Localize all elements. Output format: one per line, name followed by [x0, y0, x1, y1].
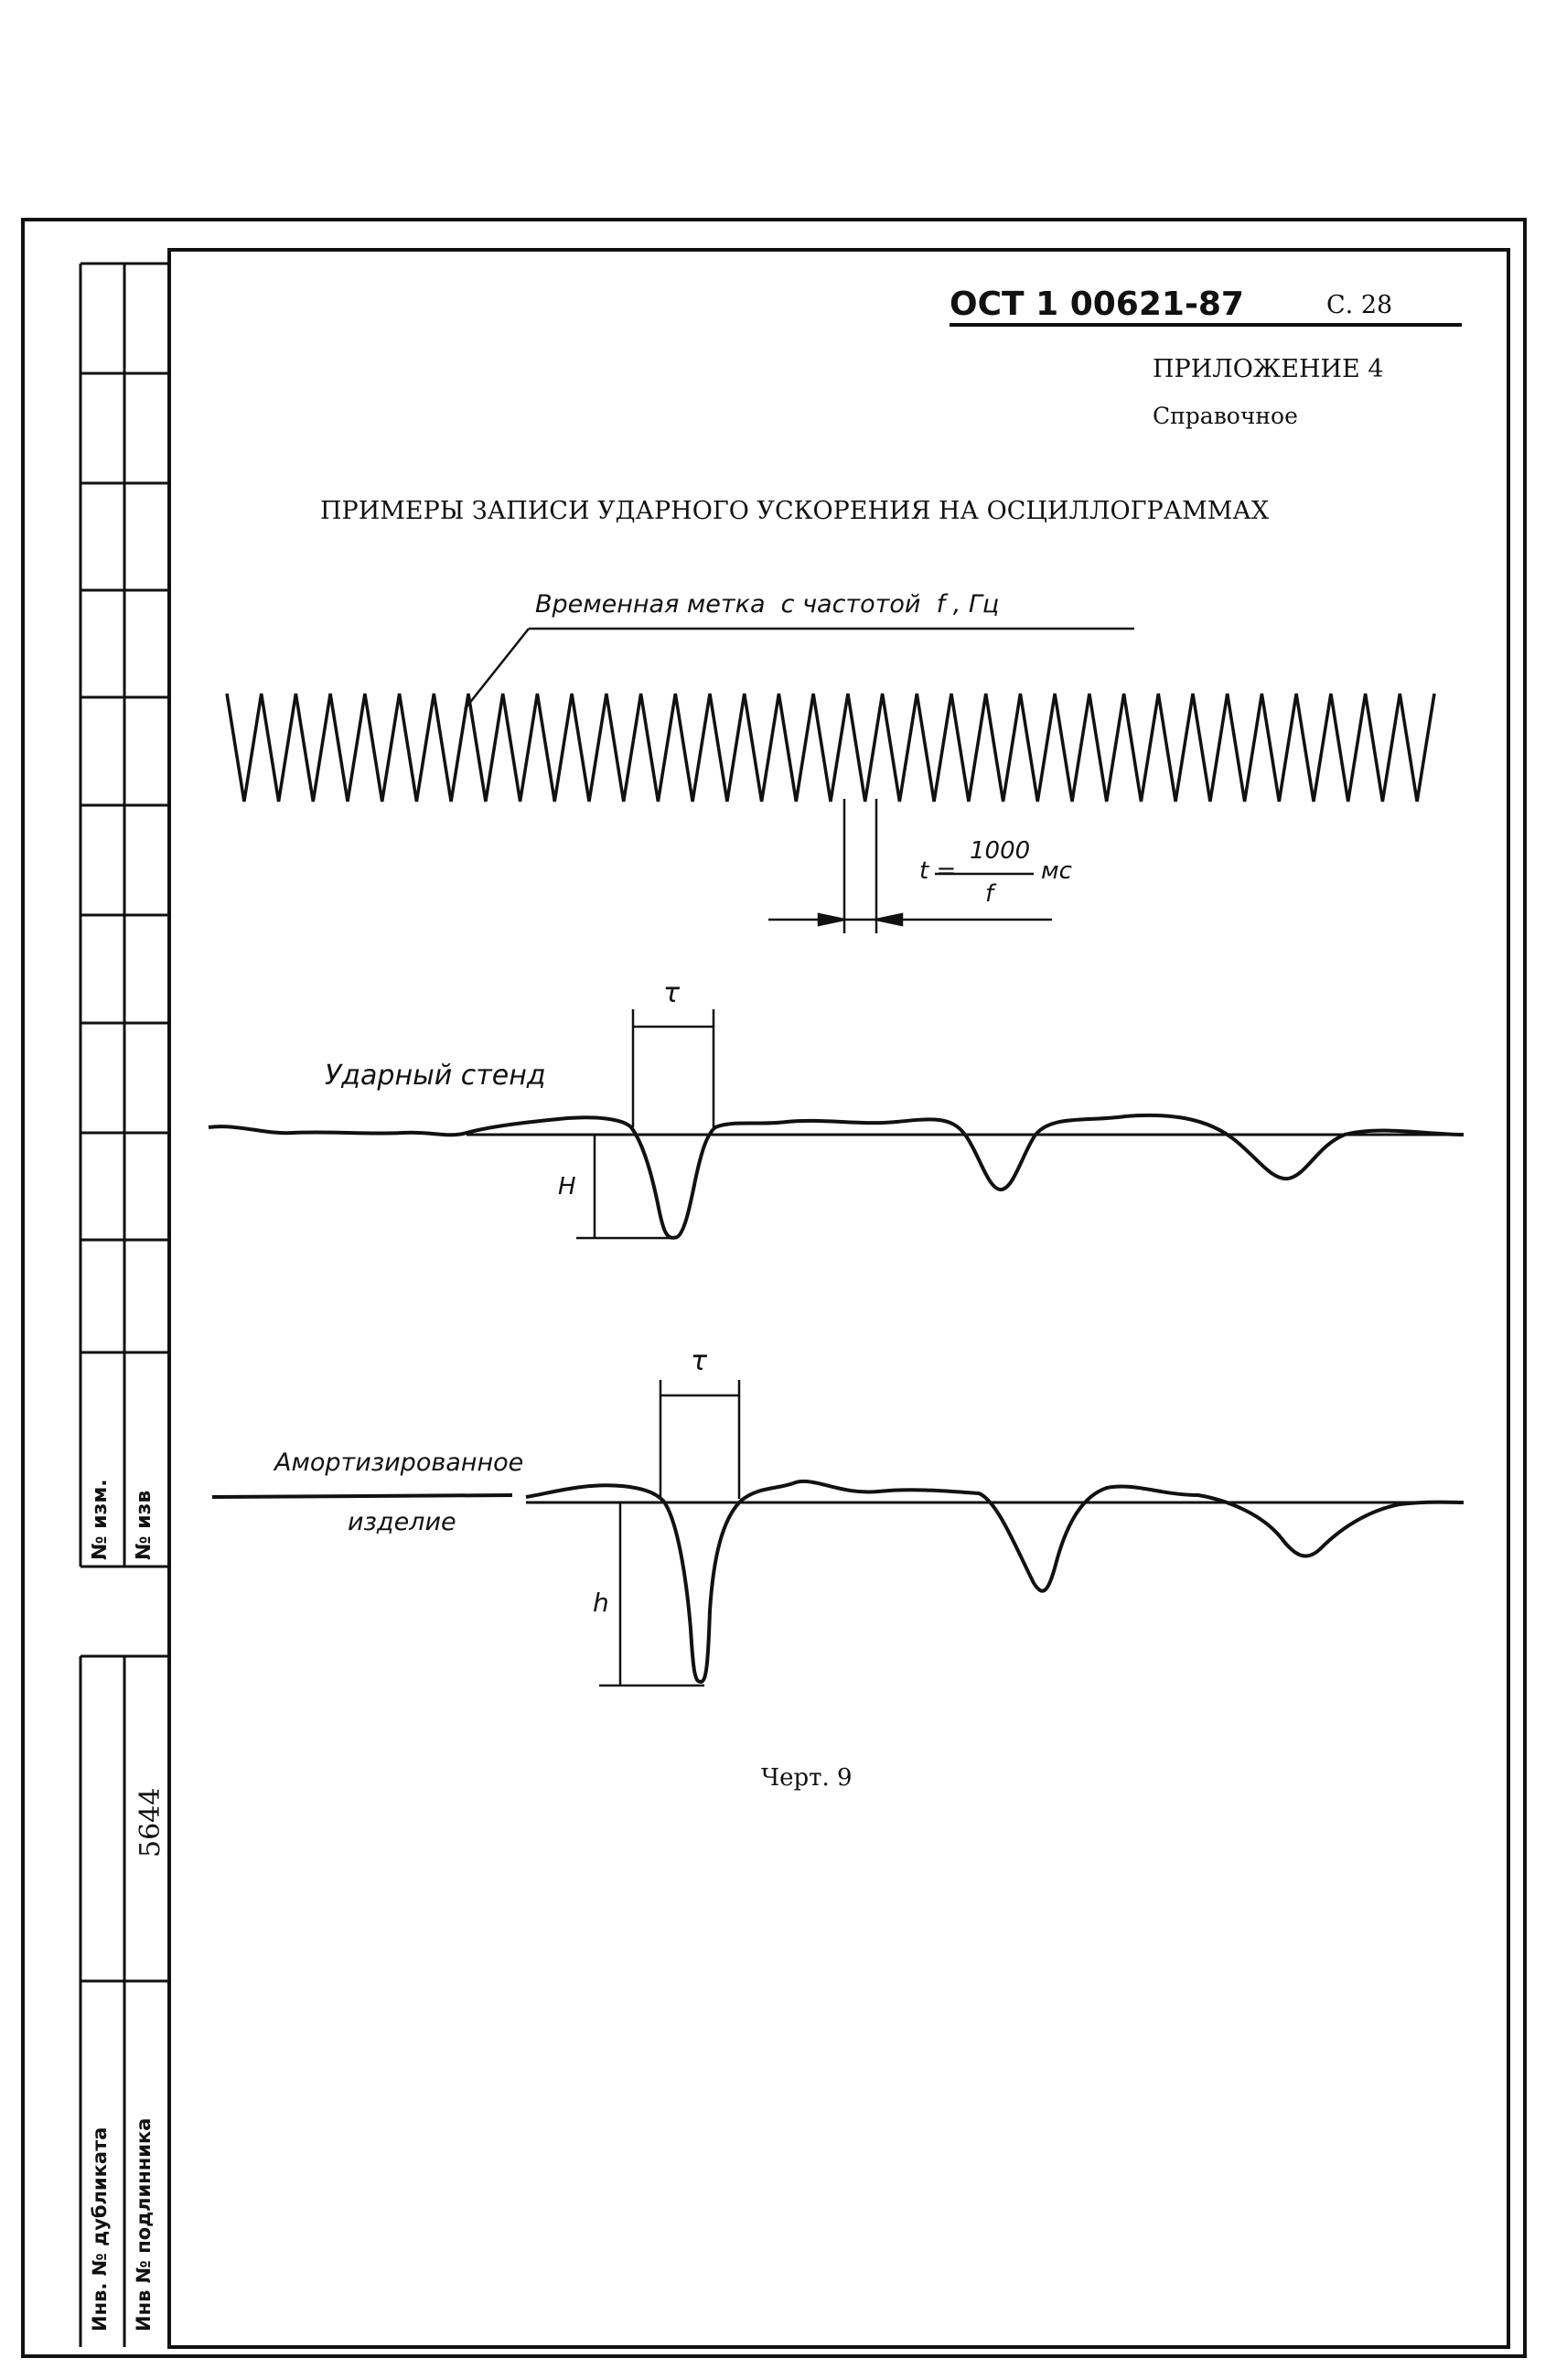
time-marker-label: Временная метка с частотой f , Гц: [535, 590, 1000, 619]
sidebar-grid: [80, 264, 169, 2347]
sidebar-no-izv: № изв: [133, 1490, 156, 1560]
appendix-title: ПРИЛОЖЕНИЕ 4: [1153, 355, 1384, 383]
sidebar-no-izm: № изм.: [89, 1479, 112, 1560]
appendix-type: Справочное: [1153, 403, 1298, 429]
formula-unit: мс: [1041, 857, 1072, 885]
page-label: С. 28: [1326, 291, 1393, 319]
sidebar-inv-number: 5644: [134, 1787, 166, 1858]
trace2-amplitude: h: [593, 1588, 609, 1618]
outer-frame: [23, 220, 1525, 2356]
sidebar-inv-dublikata: Инв. № дубликата: [89, 2127, 111, 2332]
doc-number: ОСТ 1 00621-87: [950, 285, 1244, 323]
timing-zigzag-trace: [227, 694, 1434, 802]
trace2-tau: τ: [691, 1345, 708, 1377]
sidebar-inv-podlinnika: Инв № подлинника: [133, 2117, 155, 2332]
formula-numerator: 1000: [970, 837, 1031, 865]
figure-caption: Черт. 9: [761, 1764, 853, 1792]
trace2-label-line2: изделие: [348, 1508, 456, 1536]
trace1-tau: τ: [663, 977, 681, 1009]
time-marker-leader: [465, 629, 1134, 709]
trace1-amplitude: H: [558, 1173, 576, 1201]
trace1-graph: [209, 1009, 1464, 1238]
formula-lhs: t =: [919, 857, 957, 885]
formula-denominator: f: [985, 880, 994, 908]
main-title: ПРИМЕРЫ ЗАПИСИ УДАРНОГО УСКОРЕНИЯ НА ОСЦИЛЛОГРАММАХ: [320, 497, 1270, 525]
trace2-label-line1: Амортизированное: [274, 1448, 524, 1477]
period-dimension: [768, 799, 1052, 933]
trace1-label: Ударный стенд: [325, 1060, 546, 1092]
inner-frame: [169, 250, 1508, 2347]
